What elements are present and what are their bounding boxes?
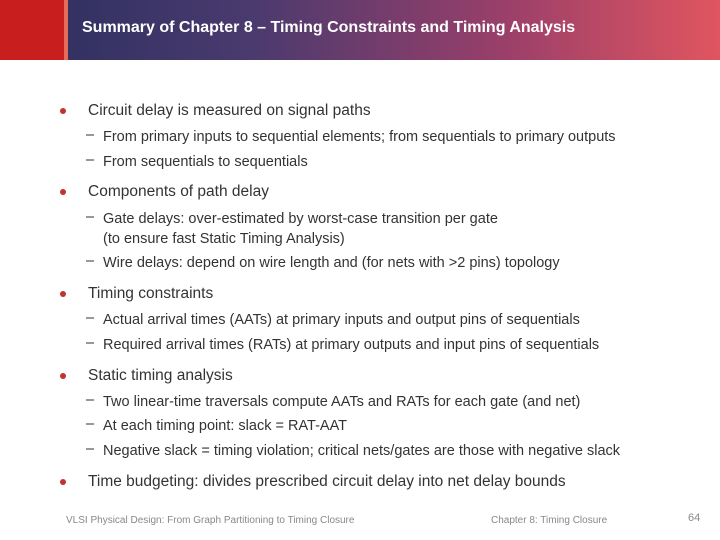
sub-bullet-text: Actual arrival times (AATs) at primary inputs and output pins of sequentials (103, 312, 580, 328)
dash-icon: – (86, 392, 95, 408)
slide-title: Summary of Chapter 8 – Timing Constraints and Timing Analysis (82, 19, 576, 36)
page-number: 64 (688, 512, 701, 524)
sub-bullet-text: Negative slack = timing violation; critical nets/gates are those with negative slack (103, 443, 621, 459)
bullet-text: Circuit delay is measured on signal paths (88, 102, 371, 119)
sub-bullet-text: (to ensure fast Static Timing Analysis) (103, 231, 345, 247)
bullet-dot-icon (60, 479, 66, 485)
bullet-dot-icon (60, 108, 66, 114)
dash-icon: – (86, 310, 95, 326)
dash-icon: – (86, 416, 95, 432)
sub-bullet-text: Wire delays: depend on wire length and (for nets with >2 pins) topology (103, 255, 560, 271)
dash-icon: – (86, 335, 95, 351)
bullet-dot-icon (60, 373, 66, 379)
sub-bullet-text: Required arrival times (RATs) at primary outputs and input pins of sequentials (103, 337, 600, 353)
header-accent-stripe (64, 0, 68, 60)
footer-chapter: Chapter 8: Timing Closure (491, 515, 608, 526)
sub-bullet-text: Gate delays: over-estimated by worst-case transition per gate (103, 211, 498, 227)
bullet-text: Static timing analysis (88, 367, 233, 384)
dash-icon: – (86, 209, 95, 225)
bullet-text: Components of path delay (88, 183, 269, 200)
bullet-text: Time budgeting: divides prescribed circuit delay into net delay bounds (88, 473, 566, 490)
dash-icon: – (86, 127, 95, 143)
dash-icon: – (86, 441, 95, 457)
dash-icon: – (86, 253, 95, 269)
sub-bullet-text: From primary inputs to sequential elements; from sequentials to primary outputs (103, 129, 616, 145)
slide-header (0, 0, 720, 60)
dash-icon: – (86, 152, 95, 168)
bullet-dot-icon (60, 291, 66, 297)
bullet-dot-icon (60, 189, 66, 195)
sub-bullet-text: Two linear-time traversals compute AATs and RATs for each gate (and net) (103, 394, 581, 410)
bullet-text: Timing constraints (88, 285, 214, 302)
footer-book-title: VLSI Physical Design: From Graph Partitioning to Timing Closure (66, 515, 355, 526)
sub-bullet-text: At each timing point: slack = RAT-AAT (103, 418, 348, 434)
header-accent-block (0, 0, 64, 60)
sub-bullet-text: From sequentials to sequentials (103, 154, 308, 170)
